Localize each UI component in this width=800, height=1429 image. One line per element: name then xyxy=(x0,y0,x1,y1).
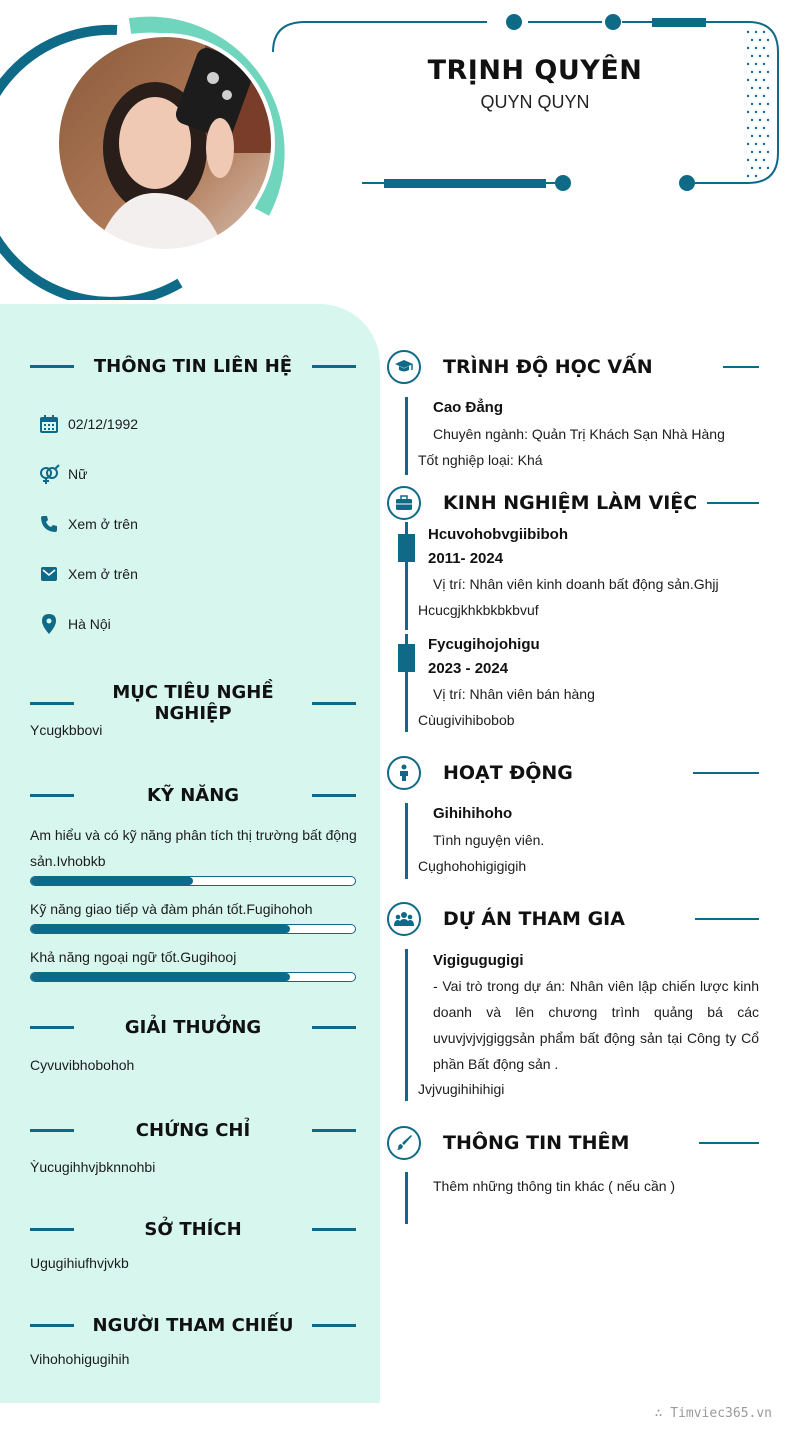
skill-item: Khả năng ngoại ngữ tốt.Gugihooj xyxy=(30,949,237,965)
contact-email xyxy=(38,563,138,585)
job-company: Hcuvohobvgiibiboh xyxy=(428,526,568,543)
section-title-certificates: CHỨNG CHỈ xyxy=(30,1120,356,1141)
section-title-extra: THÔNG TIN THÊM xyxy=(387,1124,759,1162)
briefcase-icon xyxy=(387,486,421,520)
activity-role: Tình nguyện viên. xyxy=(433,832,545,848)
person-icon xyxy=(387,756,421,790)
skill-item: Kỹ năng giao tiếp và đàm phán tốt.Fugihohoh xyxy=(30,901,313,917)
activity-description: Cụghohohigigigih xyxy=(418,858,527,874)
gender-value: Nữ xyxy=(68,466,88,482)
references-text: Vihohohigugihih xyxy=(30,1351,130,1367)
email-icon xyxy=(38,563,60,585)
paintbrush-icon xyxy=(387,1126,421,1160)
gender-icon xyxy=(38,463,60,485)
hobbies-text: Ugugihiufhvjvkb xyxy=(30,1255,129,1271)
location-pin-icon xyxy=(38,613,60,635)
job-position: Vị trí: Nhân viên kinh doanh bất động sản.Ghjj xyxy=(433,576,719,592)
job-period: 2011- 2024 xyxy=(428,550,504,567)
project-role: - Vai trò trong dự án: Nhân viên lập chiến lược kinh doanh và lên chương trình quảng bá các uvuvjvjvjgiggsản phẩm bất động sản tại Công ty Cổ phần Bất động sản . xyxy=(433,978,759,1072)
phone-value[interactable]: Xem ở trên xyxy=(68,516,138,532)
job-description: Hcucgjkhkbkbkbvuf xyxy=(418,602,539,618)
candidate-name: TRỊNH QUYÊN xyxy=(427,55,643,86)
extra-text: Thêm những thông tin khác ( nếu cần ) xyxy=(433,1178,676,1194)
group-icon xyxy=(387,902,421,936)
objective-text: Ycugkbbovi xyxy=(30,722,103,738)
section-title-hobbies: SỞ THÍCH xyxy=(30,1219,356,1240)
education-major: Chuyên ngành: Quản Trị Khách Sạn Nhà Hàng xyxy=(433,426,725,442)
contact-birthday xyxy=(38,413,138,435)
job-period: 2023 - 2024 xyxy=(428,660,509,677)
contact-gender xyxy=(38,463,87,485)
birthday-value: 02/12/1992 xyxy=(68,416,139,432)
skill-level-bar xyxy=(30,972,356,982)
candidate-nickname: QUYN QUYN xyxy=(480,92,590,112)
timeline-line xyxy=(405,803,408,879)
phone-icon xyxy=(38,513,60,535)
section-title-references: NGƯỜI THAM CHIẾU xyxy=(30,1315,356,1336)
address-value: Hà Nội xyxy=(68,616,111,632)
section-title-awards: GIẢI THƯỞNG xyxy=(30,1017,356,1038)
email-value[interactable]: Xem ở trên xyxy=(68,566,138,582)
skill-level-bar xyxy=(30,876,356,886)
awards-text: Cyvuvibhobohoh xyxy=(30,1057,135,1073)
skill-level-fill xyxy=(31,925,290,933)
section-title-skills: KỸ NĂNG xyxy=(30,785,356,806)
education-grade: Tốt nghiệp loại: Khá xyxy=(418,452,543,468)
project-name: Vigigugugigi xyxy=(433,952,524,969)
contact-phone xyxy=(38,513,138,535)
timeline-line xyxy=(405,1172,408,1224)
timeline-marker xyxy=(398,644,415,672)
section-title-objective: MỤC TIÊU NGHỀ NGHIỆP xyxy=(30,682,356,724)
skill-level-fill xyxy=(31,877,193,885)
section-title-activities: HOẠT ĐỘNG xyxy=(387,754,759,792)
skill-level-bar xyxy=(30,924,356,934)
job-position: Vị trí: Nhân viên bán hàng xyxy=(433,686,595,702)
footer-brand[interactable]: ∴ Timviec365.vn xyxy=(654,1406,772,1421)
skill-level-fill xyxy=(31,973,290,981)
project-description: Jvjvugihihihigi xyxy=(418,1081,505,1097)
education-school: Cao Đẳng xyxy=(433,399,504,416)
timeline-marker xyxy=(398,534,415,562)
timeline-line xyxy=(405,397,408,475)
contact-address xyxy=(38,613,111,635)
graduation-cap-icon xyxy=(387,350,421,384)
calendar-icon xyxy=(38,413,60,435)
activity-name: Gihihihoho xyxy=(433,805,513,822)
section-title-education: TRÌNH ĐỘ HỌC VẤN xyxy=(387,348,759,386)
job-description: Cùugivihibobob xyxy=(418,712,515,728)
section-title-projects: DỰ ÁN THAM GIA xyxy=(387,900,759,938)
job-company: Fycugihojohigu xyxy=(428,636,540,653)
timeline-line xyxy=(405,949,408,1101)
skill-item: Am hiểu và có kỹ năng phân tích thị trường bất động sản.Ivhobkb xyxy=(30,827,357,869)
avatar[interactable] xyxy=(55,33,275,253)
certificates-text: Ỳucugihhvjbknnohbi xyxy=(30,1159,156,1175)
section-title-experience: KINH NGHIỆM LÀM VIỆC xyxy=(387,484,759,522)
logo-dots-icon: ∴ xyxy=(654,1406,671,1421)
section-title-contact: THÔNG TIN LIÊN HỆ xyxy=(30,356,356,377)
